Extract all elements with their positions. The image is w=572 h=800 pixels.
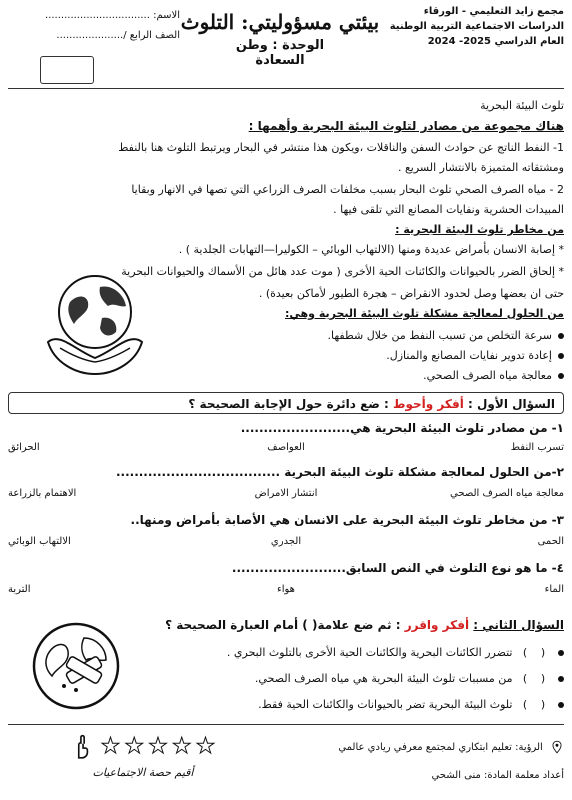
option[interactable]: هواء <box>277 584 295 595</box>
list-item: () تلوث البيئة البحرية تضر بالحيوانات والكائنات الحية فقط. <box>134 692 564 718</box>
q1-item-3: ٣- من مخاطر تلوث البيئة البحرية على الانسان هي الأصابة بأمراض ومنها.. <box>130 513 564 527</box>
q1-item-1-options <box>8 442 564 453</box>
option[interactable]: العواصف <box>267 442 305 453</box>
sick-earth-icon <box>26 616 126 716</box>
q1-item-3-options <box>8 536 564 547</box>
rate-label: أقيم حصة الاجتماعيات <box>92 766 194 779</box>
hand-pointer-icon <box>69 734 95 760</box>
star-icon[interactable]: ★ <box>171 734 192 759</box>
option[interactable]: الجدري <box>270 536 302 547</box>
option[interactable]: الالتهاب الوبائي <box>8 536 71 547</box>
bullet-icon <box>558 333 564 339</box>
option[interactable]: الاهتمام بالزراعة <box>8 488 77 499</box>
stars-row <box>8 734 278 760</box>
sources-heading: هناك مجموعة من مصادر لتلوث البيئة البحرية وأهمها : <box>248 119 564 133</box>
name-blank[interactable]: ................................. <box>45 10 150 21</box>
q1-item-4: ٤- ما هو نوع التلوث في النص السابق......................... <box>231 561 564 575</box>
source-2b: المبيدات الحشرية ونفايات المصانع التي تلقى فيها . <box>333 203 564 216</box>
globe-in-hands-icon <box>40 262 150 382</box>
question1-header <box>8 392 564 414</box>
vision-text: الرؤية: تعليم ابتكاري لمجتمع معرفي ريادي عالمي <box>338 742 543 753</box>
solutions-heading: من الحلول لمعالجة مشكلة تلوث البيئة البحرية وهي: <box>285 307 564 320</box>
option[interactable]: الحرائق <box>8 442 40 453</box>
q1-item-2-options <box>8 488 564 499</box>
grade-box[interactable] <box>40 56 94 84</box>
list-item: () تتضرر الكائنات البحرية والكائنات الحية الأخرى بالتلوث البحري . <box>134 640 564 666</box>
header-divider <box>8 88 564 89</box>
option[interactable]: تسرب النفط <box>510 442 564 453</box>
star-icon[interactable]: ★ <box>148 734 168 759</box>
footer-info <box>304 738 564 786</box>
vision-location-icon <box>550 740 564 754</box>
class-label: الصف الرابع / <box>123 30 180 41</box>
name-label: الاسم <box>156 10 180 21</box>
footer-divider <box>8 724 564 725</box>
q1-item-4-options <box>8 584 564 595</box>
list-item: معالجة مياه الصرف الصحي. <box>164 366 564 386</box>
risk-2a: * إلحاق الضرر بالحيوانات والكائنات الحية الأخرى ( موت عدد هائل من الأسماك والحيوانات البحرية <box>121 265 564 278</box>
answer-box[interactable]: ( <box>540 646 546 659</box>
solutions-list <box>164 326 564 386</box>
answer-box[interactable]: ( <box>540 698 546 711</box>
student-info: الاسم: ................................. الصف الرابع /..................... <box>45 10 180 41</box>
source-1b: ومشتقاته المتميزة بالانتشار السريع . <box>397 161 564 174</box>
option[interactable]: الحمى <box>537 536 564 547</box>
question1-prompt-red: أفكر وأحوط <box>393 397 464 411</box>
option[interactable]: معالجة مياه الصرف الصحي <box>450 488 564 499</box>
list-item: () من مسببات تلوث البيئة البحرية هي مياه الصرف الصحي. <box>134 666 564 692</box>
option[interactable]: انتشار الامراض <box>254 488 318 499</box>
question2-label: السؤال الثاني : <box>473 618 564 632</box>
risks-heading: من مخاطر تلوث البيئة البحرية : <box>395 223 564 236</box>
rating-area <box>8 734 278 779</box>
class-blank[interactable]: ..................... <box>56 30 124 41</box>
question2-prompt-red: أفكر واقرر <box>404 618 470 632</box>
unit-label: الوحدة : وطن السعادة <box>235 38 325 68</box>
topic-heading: تلوث البيئة البحرية <box>480 99 564 112</box>
teacher-name: أعداد معلمة المادة: منى الشحي <box>431 770 564 781</box>
q1-item-2: ٢-من الحلول لمعالجة مشكلة تلوث البيئة البحرية .................................... <box>115 465 564 479</box>
question1-prompt: : ضع دائرة حول الإجابة الصحيحة ؟ <box>188 397 389 411</box>
subject-name: الدراسات الاجتماعية التربية الوطنية <box>389 21 564 32</box>
bullet-icon <box>558 650 564 656</box>
question1-label: السؤال الأول : <box>468 397 555 411</box>
star-icon[interactable]: ★ <box>195 734 216 759</box>
bullet-icon <box>558 353 564 359</box>
list-item: سرعة التخلص من تسبب النفط من خلال شطفها. <box>164 326 564 346</box>
school-header <box>390 4 564 49</box>
option[interactable]: الماء <box>544 584 564 595</box>
bullet-icon <box>558 676 564 682</box>
page-title: بيئتي مسؤوليتي: التلوث <box>180 10 380 34</box>
answer-box[interactable]: ( <box>540 672 546 685</box>
source-2a: 2 - مياه الصرف الصحي تلوث البحار بسبب مخلفات الصرف الزراعي التي تصها في الانهار وبقايا <box>131 183 564 196</box>
bullet-icon <box>558 373 564 379</box>
list-item: إعادة تدوير نفايات المصانع والمنازل. <box>164 346 564 366</box>
star-icon[interactable]: ★ <box>100 734 121 759</box>
question2-header <box>144 614 564 636</box>
school-name: مجمع زايد التعليمي - الورقاء <box>423 6 564 17</box>
academic-year: العام الدراسي 2025- 2024 <box>427 36 564 47</box>
star-icon[interactable]: ★ <box>124 734 145 759</box>
bullet-icon <box>558 702 564 708</box>
question2-list <box>134 640 564 718</box>
risk-1: * إصابة الانسان بأمراض عديدة ومنها (الالتهاب الوبائي – الكوليرا—التهابات الجلدية ) . <box>178 243 564 256</box>
source-1a: 1- النفط الناتج عن حوادث السفن والناقلات ،ويكون هذا منتشر في البحار ويرتبط التلوث هنا بالنفط <box>118 141 564 154</box>
question2-prompt: : ثم ضع علامة( ) أمام العبارة الصحيحة ؟ <box>165 618 401 632</box>
q1-item-1: ١- من مصادر تلوث البيئة البحرية هي........................ <box>240 421 564 435</box>
option[interactable]: التربة <box>8 584 31 595</box>
risk-2b: حتى ان بعضها وصل لحدود الانقراض – هجرة الطيور لأماكن بعيدة) . <box>258 287 564 300</box>
